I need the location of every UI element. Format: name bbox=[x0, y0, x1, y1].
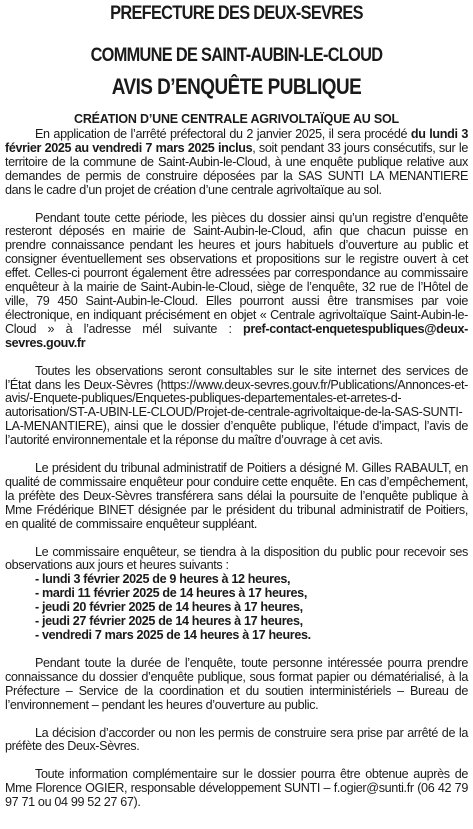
paragraph-consultation bbox=[5, 212, 468, 351]
p1-text-b: , soit pendant 33 jours consécutifs, sur le territoire de la commune de Saint-Aubin-le-Cloud, à une enquête publique relative aux demandes de permis de construire déposées par la SAS SUNTI LA MENANTIERE dans le cadre d’un projet de création d’une centrale agrivoltaïque au sol. bbox=[5, 140, 468, 197]
prefecture-heading: PREFECTURE DES DEUX-SEVRES bbox=[110, 3, 363, 24]
paragraph-commissioner bbox=[5, 462, 468, 532]
paragraph-dossier-access bbox=[5, 657, 468, 713]
p2-text: Pendant toute cette période, les pièces du dossier ainsi qu’un registre d’enquête resteront déposés en mairie de Saint-Aubin-le-Cloud, afin que chacun puisse en prendre connaissance pendant les heures et jours habituels d’ouverture au public et consigner éventuellement ses observations et propositions sur le registre ouvert à cet effet. Celles-ci pourront également être adressées par correspondance au commissaire enquêteur à la mairie de Saint-Aubin-le-Cloud, siège de l’enquête, 32 rue de l’Hôtel de ville, 79 450 Saint-Aubin-le-Cloud. Elles pourront aussi être transmises par voie électronique, en indiquant précisément en objet « Centrale agrivoltaïque Saint-Aubin-le-Cloud » à l’adresse mél suivante : bbox=[5, 210, 468, 336]
p6-text: Pendant toute la durée de l’enquête, toute personne intéressée pourra prendre connaissance du dossier d’enquête publique, sous format papier ou dématérialisé, à la Préfecture – Service de la coordination et du soutien interministériels – Bureau de l’environnement – pendant les heures d’ouverture au public. bbox=[5, 655, 468, 712]
paragraph-decision bbox=[5, 727, 468, 755]
permanences-list bbox=[5, 573, 468, 643]
commune-heading: COMMUNE DE SAINT-AUBIN-LE-CLOUD bbox=[90, 45, 383, 66]
list-item: - vendredi 7 mars 2025 de 14 heures à 17 heures. bbox=[35, 628, 311, 642]
p3-text: Toutes les observations seront consultables sur le site internet des services de l’État dans les Deux-Sèvres (https://www.deux-sevres.gouv.fr/Publications/Annonces-et-avis/-Enquete-publiques/Enquetes-publiques-departementales-et-arretes-d-autorisation/ST-A-UBIN-LE-CLOUD/Projet-de-centrale-agrivoltaique-de-la-SAS-SUNTI-LA-MENANTIERE), ainsi que le dossier d’enquête publique, l’étude d’impact, l’avis de l’autorité environnementale et la réponse du maître d’ouvrage à cet avis. bbox=[5, 363, 468, 448]
p4-text: Le président du tribunal administratif de Poitiers a désigné M. Gilles RABAULT, en qualité de commissaire enquêteur pour conduire cette enquête. En cas d’empêchement, la préfète des Deux-Sèvres transférera sans délai la poursuite de l’enquête publique à Mme Frédérique BINET désignée par le président du tribunal administratif de Poitiers, en qualité de commissaire enquêteur suppléant. bbox=[5, 461, 468, 531]
paragraph-contact bbox=[5, 768, 468, 810]
list-item: - jeudi 27 février 2025 de 14 heures à 17 heures, bbox=[35, 614, 303, 629]
list-item: - lundi 3 février 2025 de 9 heures à 12 heures, bbox=[35, 572, 291, 587]
list-item: - mardi 11 février 2025 de 14 heures à 17 heures, bbox=[35, 586, 307, 601]
notice-subtitle: CRÉATION D’UNE CENTRALE AGRIVOLTAÏQUE AU SOL bbox=[74, 112, 399, 126]
p7-text: La décision d’accorder ou non les permis de construire sera prise par arrêté de la préfète des Deux-Sèvres. bbox=[5, 725, 468, 754]
paragraph-permanences-intro bbox=[5, 546, 468, 574]
list-item: - jeudi 20 février 2025 de 14 heures à 17 heures, bbox=[35, 600, 303, 615]
paragraph-website bbox=[5, 365, 468, 448]
p1-text-a: En application de l’arrêté préfectoral du 2 janvier 2025, il sera procédé bbox=[35, 127, 411, 141]
p5-text: Le commissaire enquêteur, se tiendra à la disposition du public pour recevoir ses observations aux jours et heures suivants : bbox=[5, 544, 468, 573]
paragraph-application bbox=[5, 128, 468, 198]
public-notice-page bbox=[0, 2, 473, 829]
contact-email-link[interactable]: pref-contact-enquetespubliques@deux-sevres.gouv.fr bbox=[5, 321, 468, 350]
p8-text: Toute information complémentaire sur le dossier pourra être obtenue auprès de Mme Florence OGIER, responsable développement SUNTI – f.ogier@sunti.fr (06 42 79 97 71 ou 04 99 52 27 67). bbox=[5, 767, 468, 810]
enquiry-dates: du lundi 3 février 2025 au vendredi 7 mars 2025 inclus bbox=[5, 127, 468, 155]
notice-title: AVIS D’ENQUÊTE PUBLIQUE bbox=[111, 74, 362, 99]
